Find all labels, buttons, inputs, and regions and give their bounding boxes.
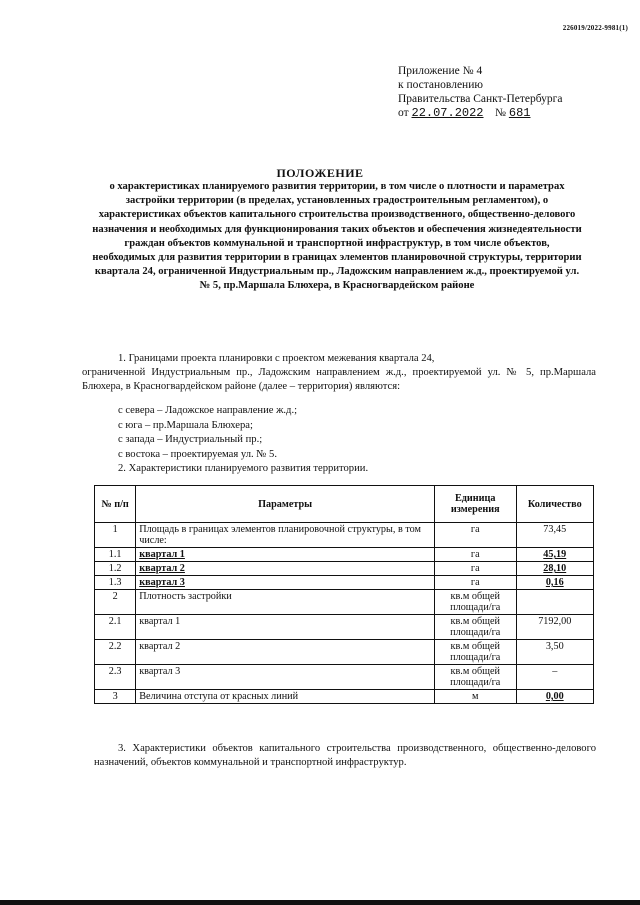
cell-unit: га (435, 576, 516, 590)
section-1-continuation: ограниченной Индустриальным пр., Ладожским направлением ж.д., проектируемой ул. № 5, пр.Маршала Блюхера, в Красногвардейском районе (далее – территория) являются: (82, 367, 596, 393)
cell-qty: 7192,00 (516, 615, 594, 640)
table-row (95, 576, 594, 590)
cell-qty: – (516, 665, 594, 690)
cell-param: квартал 1 (136, 615, 435, 640)
cell-qty: 0,16 (516, 576, 594, 590)
section-1-paragraph (82, 352, 596, 395)
cell-unit: м (435, 690, 516, 704)
header-unit: Единица измерения (435, 486, 516, 523)
document-id: 226019/2022-9981(1) (562, 24, 628, 32)
cell-qty: 0,00 (516, 690, 594, 704)
appendix-line: к постановлению (398, 79, 483, 91)
cell-num: 2.1 (95, 615, 136, 640)
table-row (95, 523, 594, 548)
cell-qty (516, 590, 594, 615)
table-header-row (95, 486, 594, 523)
document-subtitle: о характеристиках планируемого развития территории, в том числе о плотности и параметрах застройки территории (в пределах, установленных градостроительным регламентом), о характеристиках объектов капитального строительства производственного, общественно-делового назначения и необходимых для функционирования таких объектов и обеспечения жизнедеятельности граждан объектов коммунальной и транспортной инфраструктур, в том числе объектов, необходимых для развития территории в границах элементов планировочной структуры, территории квартала 24, ограниченной Индустриальным пр., Ладожским направлением ж.д., проектируемой ул. № 5, пр.Маршала Блюхера, в Красногвардейском районе (92, 181, 582, 292)
table-row (95, 590, 594, 615)
resolution-date: 22.07.2022 (411, 106, 484, 120)
cell-num: 1.2 (95, 562, 136, 576)
resolution-number: 681 (508, 106, 531, 120)
table-row (95, 665, 594, 690)
header-num: № п/п (95, 486, 136, 523)
cell-param: Плотность застройки (136, 590, 435, 615)
appendix-line: Приложение № 4 (398, 65, 483, 77)
date-prefix: от (398, 107, 409, 119)
cell-qty: 73,45 (516, 523, 594, 548)
cell-param: квартал 1 (136, 548, 435, 562)
header-qty: Количество (516, 486, 594, 523)
table-row (95, 548, 594, 562)
appendix-date-row (398, 106, 563, 120)
appendix-line: Правительства Санкт-Петербурга (398, 93, 563, 105)
border-item: с востока – проектируемая ул. № 5. (118, 448, 277, 460)
cell-unit: кв.м общей площади/га (435, 665, 516, 690)
cell-param: квартал 3 (136, 665, 435, 690)
number-prefix: № (495, 107, 506, 119)
cell-num: 2.2 (95, 640, 136, 665)
border-list (118, 404, 368, 477)
scan-edge (0, 900, 640, 905)
cell-unit: кв.м общей площади/га (435, 640, 516, 665)
header-param: Параметры (136, 486, 435, 523)
cell-param: квартал 2 (136, 640, 435, 665)
cell-num: 1.1 (95, 548, 136, 562)
cell-qty: 28,10 (516, 562, 594, 576)
table-row (95, 690, 594, 704)
cell-unit: га (435, 523, 516, 548)
document-title: ПОЛОЖЕНИЕ (276, 166, 364, 180)
table-row (95, 562, 594, 576)
cell-unit: га (435, 548, 516, 562)
section-3-paragraph: 3. Характеристики объектов капитального строительства производственного, общественно-делового назначений, объектов коммунальной и транспортной инфраструктур. (94, 743, 596, 769)
cell-num: 1 (95, 523, 136, 548)
parameters-table (94, 485, 594, 704)
cell-num: 3 (95, 690, 136, 704)
cell-num: 1.3 (95, 576, 136, 590)
cell-num: 2.3 (95, 665, 136, 690)
cell-qty: 3,50 (516, 640, 594, 665)
border-item: с юга – пр.Маршала Блюхера; (118, 419, 253, 431)
cell-param: квартал 3 (136, 576, 435, 590)
cell-unit: кв.м общей площади/га (435, 590, 516, 615)
cell-unit: га (435, 562, 516, 576)
cell-unit: кв.м общей площади/га (435, 615, 516, 640)
table-row (95, 640, 594, 665)
section-1-intro: 1. Границами проекта планировки с проектом межевания квартала 24, (118, 353, 435, 364)
border-item: с запада – Индустриальный пр.; (118, 434, 263, 445)
cell-param: квартал 2 (136, 562, 435, 576)
border-item: с севера – Ладожское направление ж.д.; (118, 405, 298, 416)
cell-param: Площадь в границах элементов планировочной структуры, в том числе: (136, 523, 435, 548)
section-2-heading: 2. Характеристики планируемого развития территории. (118, 463, 369, 474)
table-row (95, 615, 594, 640)
cell-qty: 45,19 (516, 548, 594, 562)
cell-num: 2 (95, 590, 136, 615)
cell-param: Величина отступа от красных линий (136, 690, 435, 704)
appendix-block (398, 64, 563, 120)
